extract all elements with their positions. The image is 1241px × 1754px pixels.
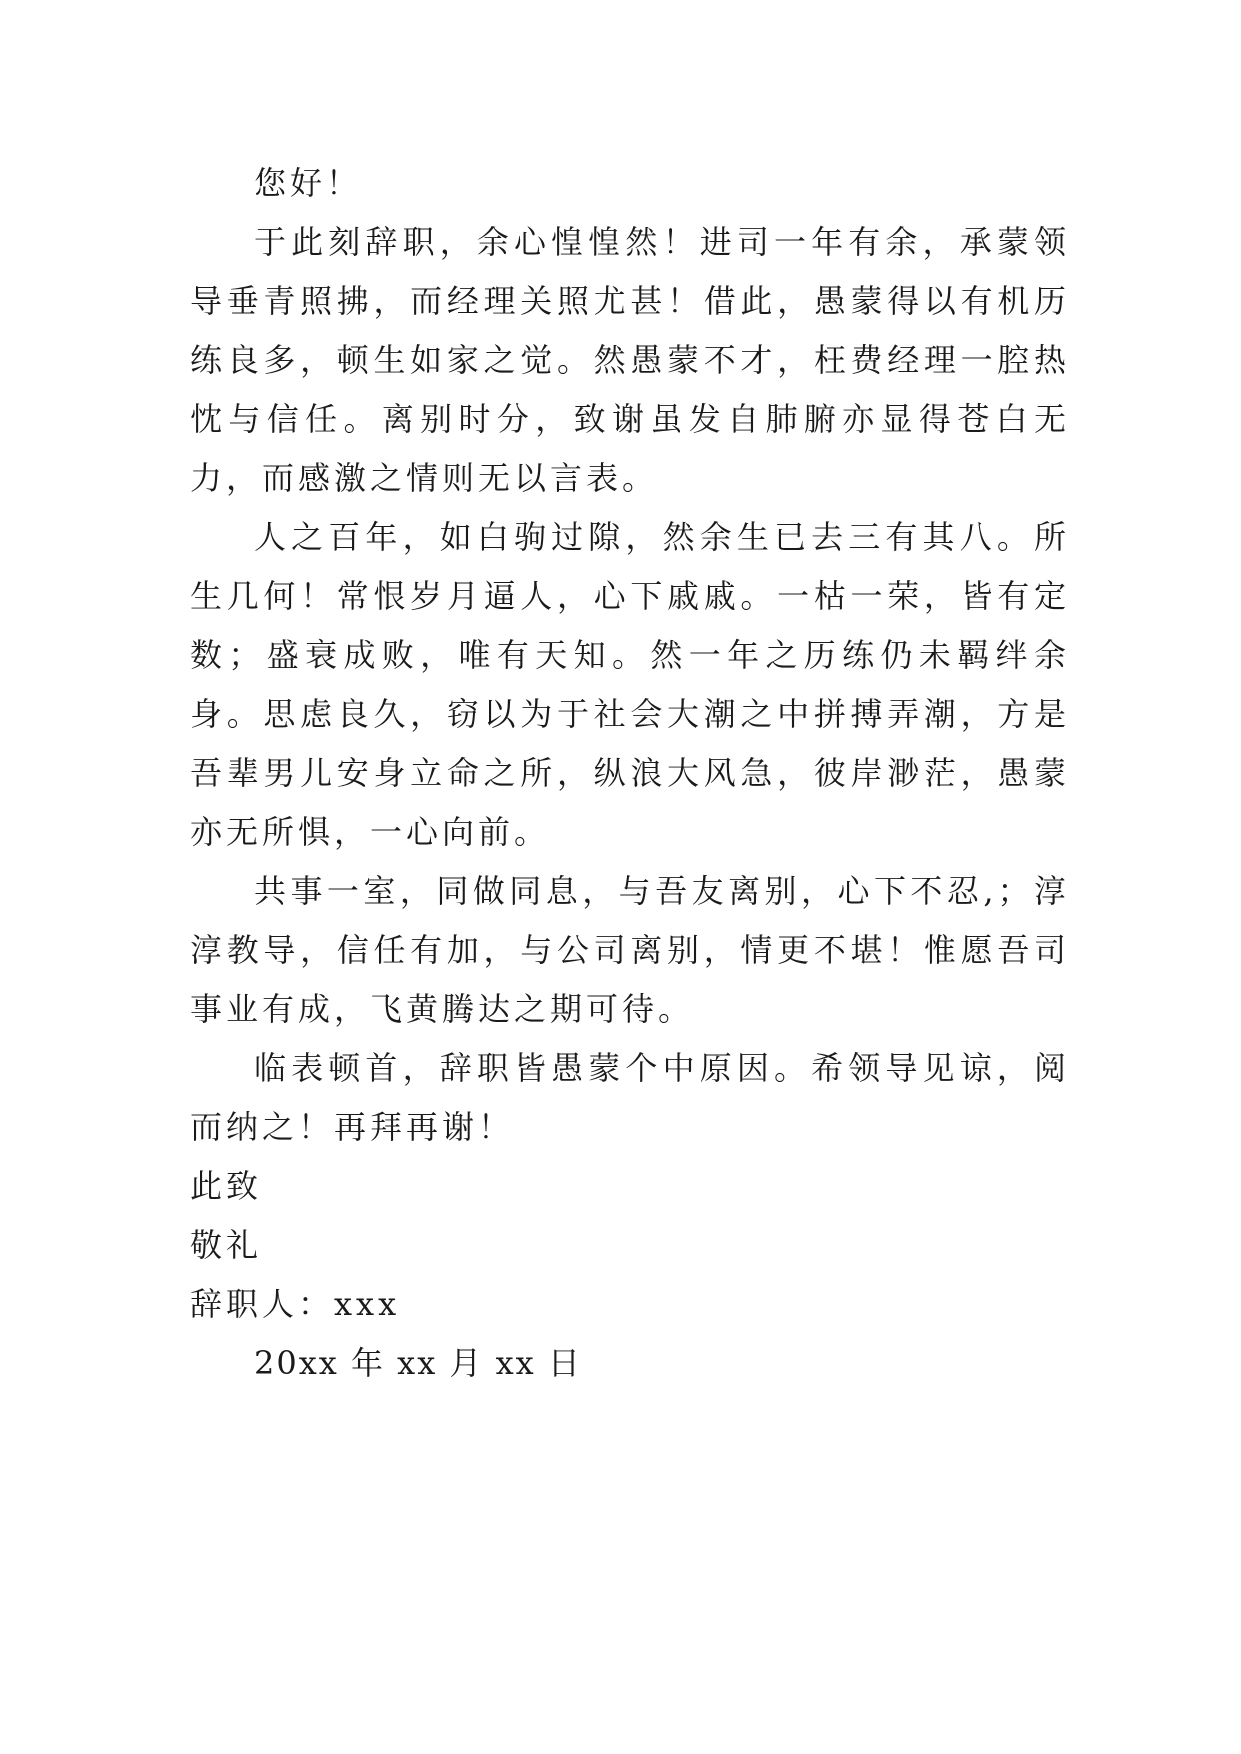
paragraph-1: 于此刻辞职，余心惶惶然！进司一年有余，承蒙领导垂青照拂，而经理关照尤甚！借此，愚蒙得以有机历练良多，顿生如家之觉。然愚蒙不才，枉费经理一腔热忱与信任。离别时分，致谢虽发自肺腑亦显得苍白无力，而感激之情则无以言表。	[190, 223, 1070, 497]
paragraph-3: 共事一室，同做同息，与吾友离别，心下不忍,；淳淳教导，信任有加，与公司离别，情更不堪！惟愿吾司事业有成，飞黄腾达之期可待。	[190, 872, 1070, 1028]
greeting: 您好！	[254, 164, 363, 202]
date: 20xx 年 xx 月 xx 日	[254, 1344, 582, 1382]
letter-body	[190, 154, 1070, 1393]
closing-respect: 敬礼	[190, 1226, 263, 1264]
closing-salutation: 此致	[190, 1167, 263, 1205]
paragraph-2: 人之百年，如白驹过隙，然余生已去三有其八。所生几何！常恨岁月逼人，心下戚戚。一枯一荣，皆有定数；盛衰成败，唯有天知。然一年之历练仍未羁绊余身。思虑良久，窃以为于社会大潮之中拼搏弄潮，方是吾辈男儿安身立命之所，纵浪大风急，彼岸渺茫，愚蒙亦无所惧，一心向前。	[190, 518, 1070, 851]
paragraph-4: 临表顿首，辞职皆愚蒙个中原因。希领导见谅，阅而纳之！再拜再谢！	[190, 1049, 1070, 1146]
signature: 辞职人：xxx	[190, 1285, 401, 1323]
